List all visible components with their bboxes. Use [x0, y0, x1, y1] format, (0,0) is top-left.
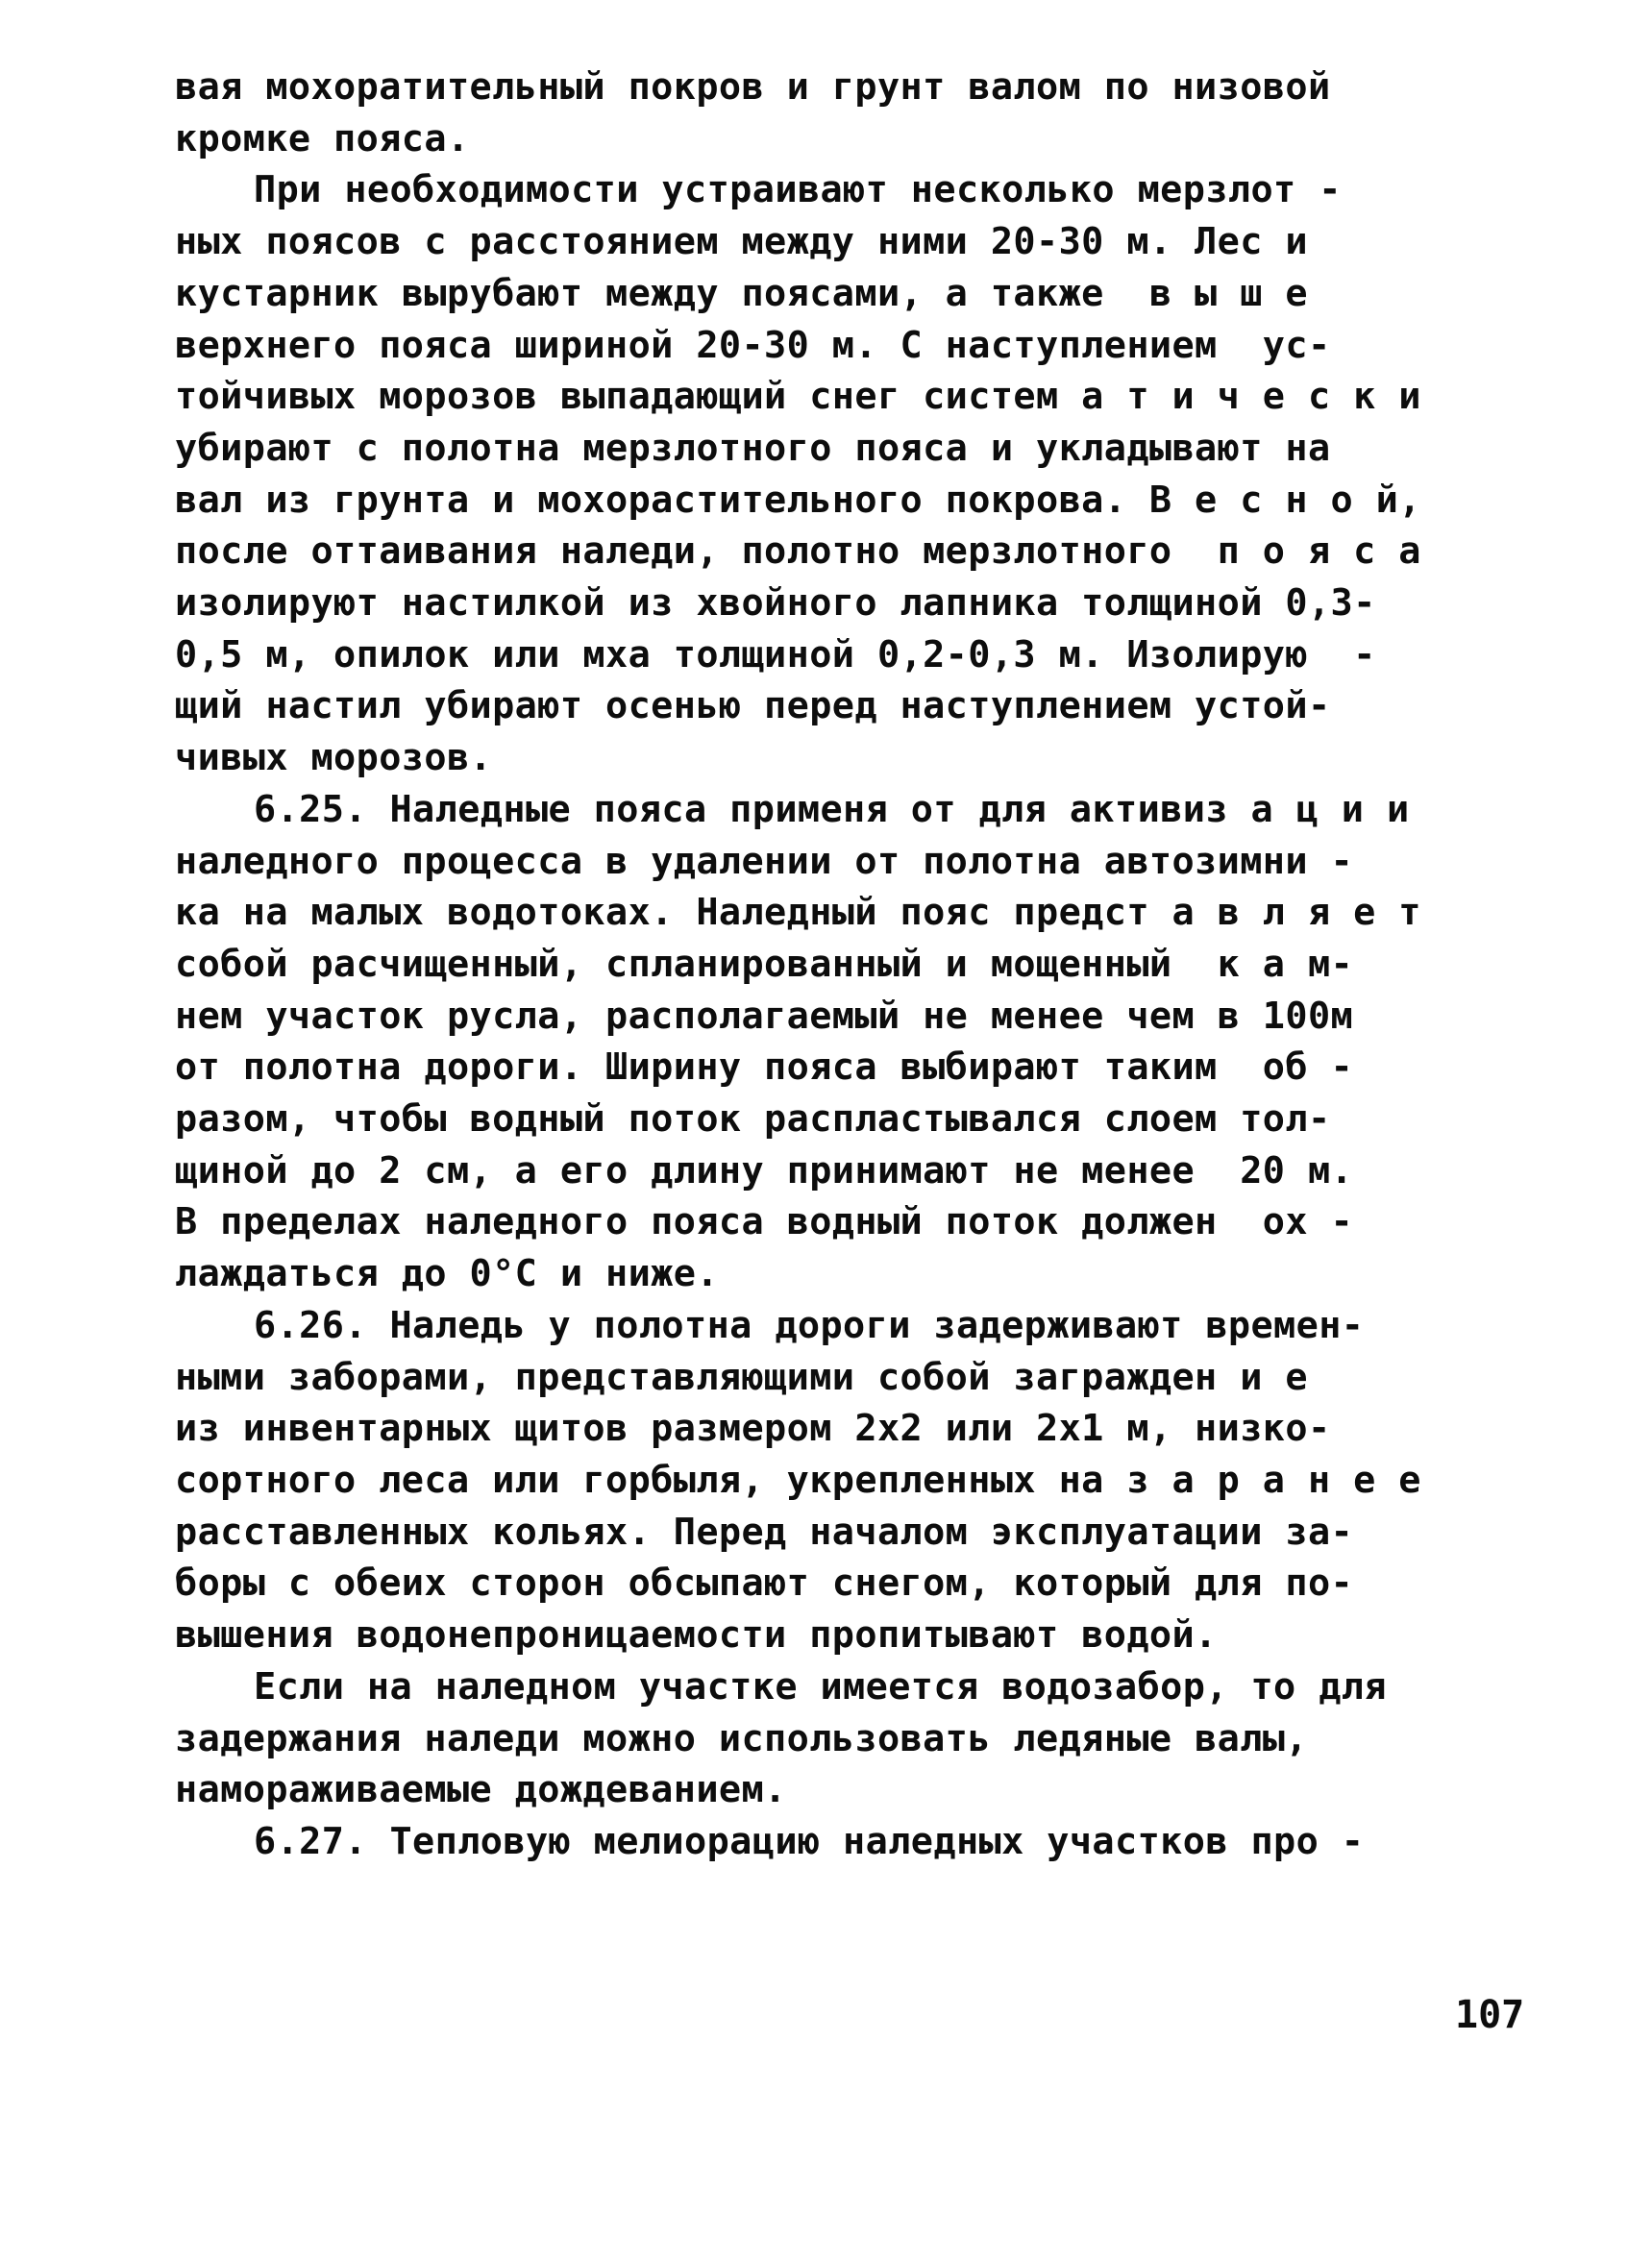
text-line: ных поясов с расстоянием между ними 20-30 м. Лес и — [175, 220, 1308, 264]
section-6-27-start: 6.27. Тепловую мелиорацию наледных участков про - — [254, 1819, 1365, 1863]
text-line: задержания наледи можно использовать ледяные валы, — [175, 1716, 1308, 1760]
text-line: кустарник вырубают между поясами, а также в ы ш е — [175, 271, 1308, 315]
text-line: тойчивых морозов выпадающий снег систем а т и ч е с к и — [175, 375, 1421, 419]
text-line: В пределах наледного пояса водный поток должен ох - — [175, 1200, 1354, 1244]
section-6-26-start: 6.26. Наледь у полотна дороги задерживают времен- — [254, 1303, 1365, 1347]
text-line: 0,5 м, опилок или мха толщиной 0,2-0,3 м. Изолирую - — [175, 632, 1376, 676]
text-line: вышения водонепроницаемости пропитывают водой. — [175, 1613, 1218, 1658]
text-line: расставленных кольях. Перед началом эксплуатации за- — [175, 1510, 1354, 1554]
text-line: от полотна дороги. Ширину пояса выбирают таким об - — [175, 1045, 1354, 1090]
text-line: ка на малых водотоках. Наледный пояс предст а в л я е т — [175, 891, 1421, 935]
text-line: наледного процесса в удалении от полотна автозимни - — [175, 839, 1354, 883]
text-line: сортного леса или горбыля, укрепленных на з а р а н е е — [175, 1458, 1421, 1502]
text-line: убирают с полотна мерзлотного пояса и укладывают на — [175, 426, 1331, 470]
text-line: вая мохоратительный покров и грунт валом по низовой — [175, 65, 1331, 109]
text-line: после оттаивания наледи, полотно мерзлотного п о я с а — [175, 529, 1421, 574]
section-6-25-start: 6.25. Наледные пояса применя от для активиз а ц и и — [254, 787, 1410, 831]
text-line: щиной до 2 см, а его длину принимают не менее 20 м. — [175, 1148, 1354, 1192]
text-line: щий настил убирают осенью перед наступлением устой- — [175, 684, 1331, 728]
body-text — [175, 61, 1520, 1868]
text-line: нем участок русла, располагаемый не менее чем в 100м — [175, 994, 1354, 1038]
text-line: чивых морозов. — [175, 736, 493, 780]
text-line: собой расчищенный, спланированный и мощенный к а м- — [175, 942, 1354, 986]
paragraph-start-line: Если на наледном участке имеется водозабор, то для — [254, 1664, 1387, 1709]
text-line: боры с обеих сторон обсыпают снегом, который для по- — [175, 1561, 1354, 1606]
text-line: кромке пояса. — [175, 116, 470, 160]
page-number: 107 — [1455, 1993, 1525, 2037]
text-line: изолируют настилкой из хвойного лапника толщиной 0,3- — [175, 581, 1376, 626]
text-line: вал из грунта и мохорастительного покрова. В е с н о й, — [175, 478, 1421, 522]
text-line: из инвентарных щитов размером 2х2 или 2х1 м, низко- — [175, 1407, 1331, 1451]
text-line: лаждаться до 0°С и ниже. — [175, 1252, 719, 1296]
text-line: намораживаемые дождеванием. — [175, 1768, 787, 1812]
text-line: верхнего пояса шириной 20-30 м. С наступлением ус- — [175, 323, 1331, 367]
text-line: ными заборами, представляющими собой загражден и е — [175, 1355, 1308, 1399]
text-line: разом, чтобы водный поток распластывался слоем тол- — [175, 1097, 1331, 1142]
paragraph-start-line: При необходимости устраивают несколько мерзлот - — [254, 168, 1342, 212]
